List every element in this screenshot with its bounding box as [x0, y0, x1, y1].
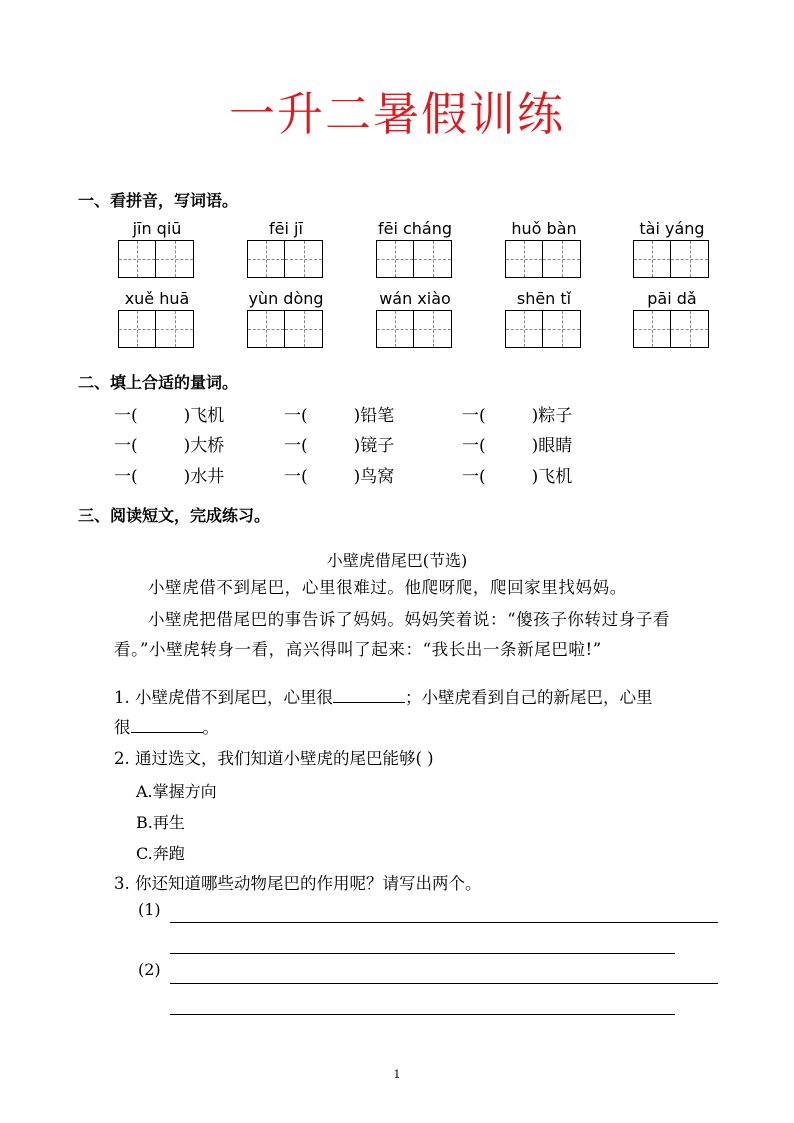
- pinyin-label: xuě huā: [124, 289, 190, 308]
- page-title: 一升二暑假训练: [229, 87, 565, 141]
- measure-word-row-3: [114, 462, 714, 492]
- pinyin-item: [633, 218, 711, 278]
- measure-prefix: 一(: [114, 406, 138, 426]
- writing-cell[interactable]: [505, 240, 543, 278]
- measure-word-row-2: [114, 431, 714, 461]
- question-2: 2. 通过选文，我们知道小壁虎的尾巴能够( ): [114, 749, 434, 768]
- measure-noun: )粽子: [531, 406, 573, 426]
- measure-word-item[interactable]: [114, 462, 224, 487]
- question-1-text-d: 。: [202, 718, 219, 737]
- pinyin-item: [118, 218, 196, 278]
- measure-noun: )铅笔: [353, 406, 395, 426]
- pinyin-item: [247, 218, 325, 278]
- measure-word-item[interactable]: [284, 431, 394, 456]
- answer-label-2: (2): [138, 960, 161, 979]
- measure-prefix: 一(: [462, 436, 486, 456]
- question-1-text-c: 很: [114, 718, 131, 737]
- pinyin-item: [505, 218, 583, 278]
- measure-word-item[interactable]: [462, 462, 572, 487]
- writing-cell[interactable]: [414, 310, 452, 348]
- measure-prefix: 一(: [114, 436, 138, 456]
- answer-line[interactable]: [170, 953, 675, 954]
- writing-cell[interactable]: [414, 240, 452, 278]
- answer-blank[interactable]: [333, 684, 405, 703]
- measure-word-row-1: [114, 401, 714, 431]
- measure-word-item[interactable]: [284, 462, 394, 487]
- measure-word-item[interactable]: [114, 401, 224, 426]
- measure-noun: )眼睛: [531, 436, 573, 456]
- writing-cell[interactable]: [285, 240, 323, 278]
- page-number: 1: [393, 1068, 401, 1081]
- measure-prefix: 一(: [114, 467, 138, 487]
- measure-prefix: 一(: [462, 406, 486, 426]
- section-3-heading: 三、阅读短文，完成练习。: [78, 506, 271, 525]
- question-1-text-b: ；小壁虎看到自己的新尾巴，心里: [405, 688, 653, 707]
- pinyin-row-2: [118, 288, 718, 352]
- measure-prefix: 一(: [284, 436, 308, 456]
- section-2-heading: 二、填上合适的量词。: [78, 373, 239, 392]
- pinyin-row-1: [118, 218, 718, 282]
- question-1-text-a: 1. 小壁虎借不到尾巴，心里很: [114, 688, 333, 707]
- option-c[interactable]: C.奔跑: [136, 844, 185, 863]
- answer-blank[interactable]: [131, 714, 203, 733]
- writing-cell[interactable]: [376, 240, 414, 278]
- question-1: [114, 683, 722, 743]
- option-a[interactable]: A.掌握方向: [136, 782, 217, 801]
- option-b[interactable]: B.再生: [136, 813, 185, 832]
- writing-cell[interactable]: [247, 240, 285, 278]
- pinyin-item: [376, 218, 454, 278]
- measure-noun: )镜子: [353, 436, 395, 456]
- writing-cell[interactable]: [156, 310, 194, 348]
- measure-prefix: 一(: [284, 467, 308, 487]
- writing-cell[interactable]: [156, 240, 194, 278]
- passage-paragraph-1: 小壁虎借不到尾巴，心里很难过。他爬呀爬，爬回家里找妈妈。: [148, 578, 627, 597]
- answer-line[interactable]: [170, 922, 718, 923]
- writing-cell[interactable]: [671, 310, 709, 348]
- passage-title: 小壁虎借尾巴(节选): [326, 551, 468, 570]
- pinyin-item: [505, 288, 583, 348]
- pinyin-label: shēn tǐ: [516, 289, 572, 308]
- pinyin-label: wán xiào: [379, 289, 451, 308]
- pinyin-item: [633, 288, 711, 348]
- pinyin-label: tài yáng: [639, 219, 705, 238]
- writing-cell[interactable]: [633, 240, 671, 278]
- measure-word-item[interactable]: [284, 401, 394, 426]
- section-1-heading: 一、看拼音，写词语。: [78, 191, 239, 210]
- measure-prefix: 一(: [284, 406, 308, 426]
- pinyin-label: huǒ bàn: [511, 219, 577, 238]
- measure-noun: )大桥: [183, 436, 225, 456]
- pinyin-item: [376, 288, 454, 348]
- pinyin-label: fēi jī: [269, 219, 303, 238]
- answer-line[interactable]: [170, 1014, 675, 1015]
- measure-word-item[interactable]: [462, 431, 572, 456]
- pinyin-label: fēi cháng: [377, 219, 453, 238]
- measure-noun: )飞机: [531, 467, 573, 487]
- writing-cell[interactable]: [505, 310, 543, 348]
- measure-noun: )水井: [183, 467, 225, 487]
- answer-label-1: (1): [138, 900, 161, 919]
- measure-prefix: 一(: [462, 467, 486, 487]
- pinyin-item: [118, 288, 196, 348]
- writing-cell[interactable]: [543, 310, 581, 348]
- pinyin-label: jīn qiū: [132, 219, 182, 238]
- writing-cell[interactable]: [118, 310, 156, 348]
- answer-line[interactable]: [170, 983, 718, 984]
- writing-cell[interactable]: [543, 240, 581, 278]
- question-3: 3. 你还知道哪些动物尾巴的作用呢？请写出两个。: [114, 874, 482, 893]
- measure-noun: )鸟窝: [353, 467, 395, 487]
- pinyin-label: yùn dòng: [248, 289, 324, 308]
- measure-word-item[interactable]: [114, 431, 224, 456]
- pinyin-item: [247, 288, 325, 348]
- passage-paragraph-2: 小壁虎把借尾巴的事告诉了妈妈。妈妈笑着说：“傻孩子你转过身子看看。”小壁虎转身一看，高兴得叫了起来：“我长出一条新尾巴啦!”: [114, 610, 671, 659]
- writing-cell[interactable]: [671, 240, 709, 278]
- pinyin-label: pāi dǎ: [647, 289, 697, 308]
- writing-cell[interactable]: [247, 310, 285, 348]
- measure-noun: )飞机: [183, 406, 225, 426]
- writing-cell[interactable]: [633, 310, 671, 348]
- writing-cell[interactable]: [285, 310, 323, 348]
- writing-cell[interactable]: [118, 240, 156, 278]
- writing-cell[interactable]: [376, 310, 414, 348]
- measure-word-item[interactable]: [462, 401, 572, 426]
